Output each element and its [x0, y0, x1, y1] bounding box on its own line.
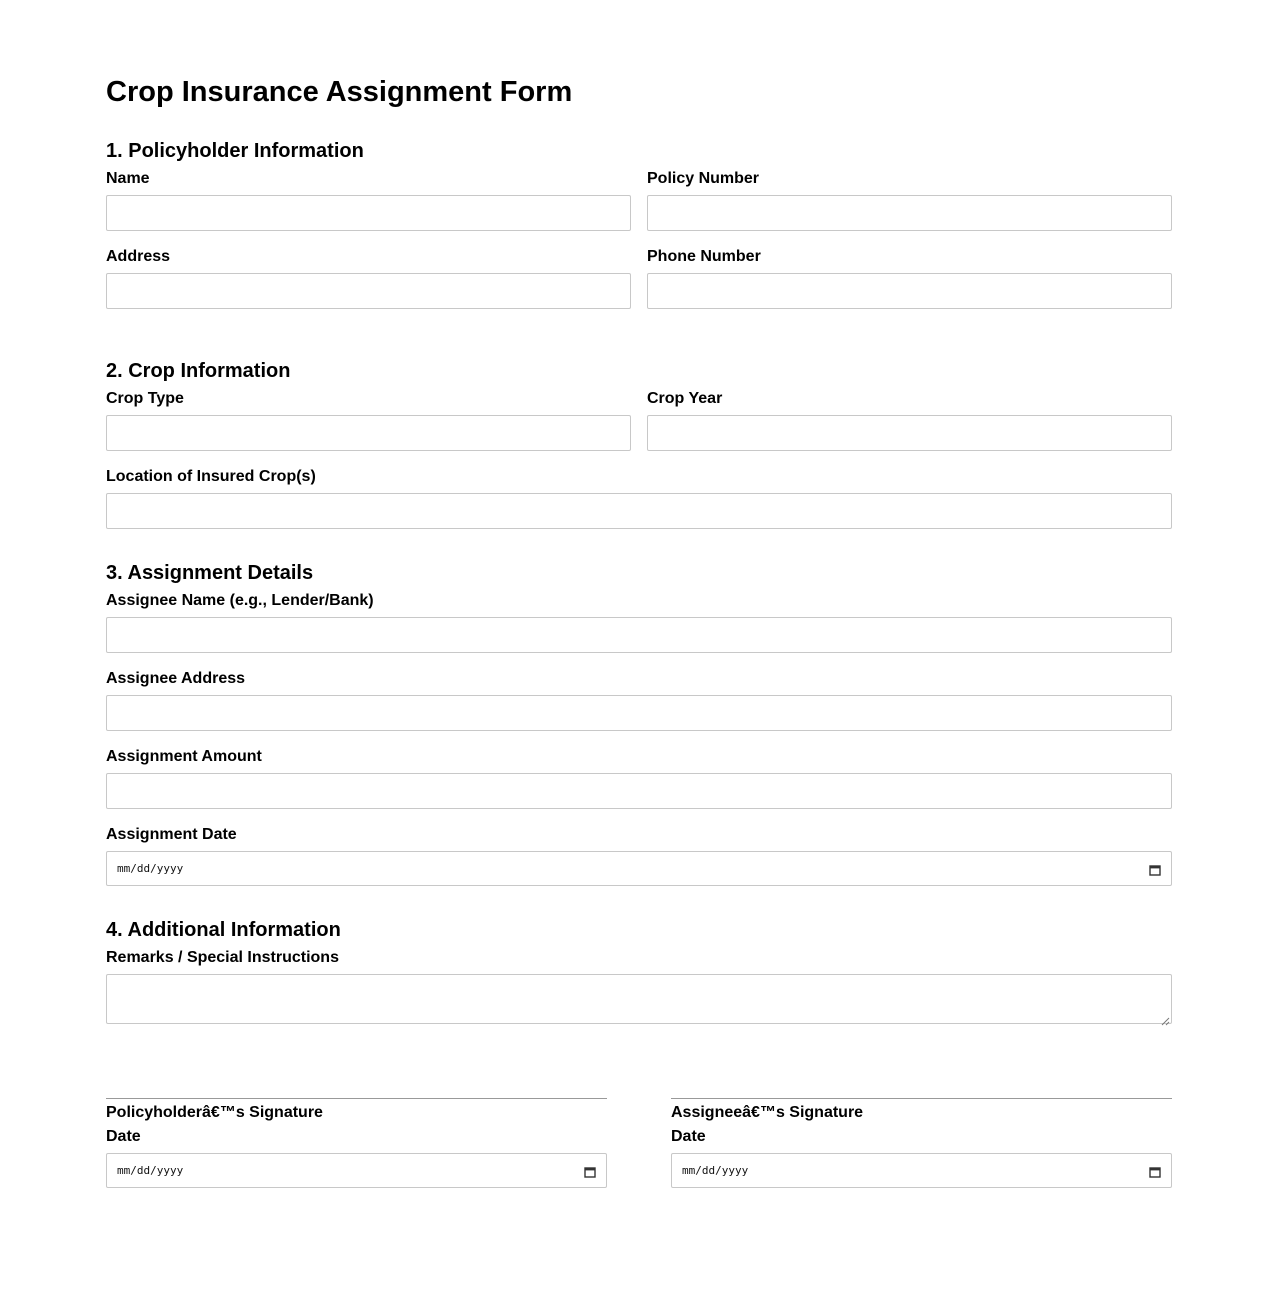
assignee-signature-label: Assigneeâ€™s Signature	[671, 1104, 864, 1121]
signature-section	[106, 1098, 1172, 1188]
assignee-name-input[interactable]	[106, 617, 1172, 653]
section-heading-additional: 4. Additional Information	[106, 919, 341, 941]
policyholder-date-placeholder: mm/dd/yyyy	[117, 1164, 184, 1177]
policyholder-date-label: Date	[106, 1128, 141, 1145]
crop-year-label: Crop Year	[647, 390, 723, 407]
assignee-signature-line	[671, 1098, 1172, 1099]
calendar-icon[interactable]	[1149, 1165, 1161, 1177]
assignee-date-label: Date	[671, 1128, 706, 1145]
assignment-date-placeholder: mm/dd/yyyy	[117, 862, 184, 875]
page-title: Crop Insurance Assignment Form	[106, 76, 573, 108]
phone-number-input[interactable]	[647, 273, 1172, 309]
section-crop-information	[106, 359, 1172, 529]
section-heading-policyholder: 1. Policyholder Information	[106, 140, 364, 162]
section-assignment-details	[106, 561, 1172, 886]
crop-year-input[interactable]	[647, 415, 1172, 451]
assignee-address-input[interactable]	[106, 695, 1172, 731]
address-input[interactable]	[106, 273, 631, 309]
assignment-date-label: Assignment Date	[106, 826, 237, 843]
section-additional-information	[106, 918, 1172, 1024]
section-heading-crop: 2. Crop Information	[106, 360, 291, 382]
assignment-amount-label: Assignment Amount	[106, 748, 262, 765]
policy-number-input[interactable]	[647, 195, 1172, 231]
remarks-textarea[interactable]	[106, 974, 1172, 1024]
address-label: Address	[106, 248, 171, 265]
policyholder-signature-line	[106, 1098, 607, 1099]
assignee-date-input[interactable]	[671, 1153, 1172, 1188]
policyholder-date-input[interactable]	[106, 1153, 607, 1188]
location-label: Location of Insured Crop(s)	[106, 468, 316, 485]
location-input[interactable]	[106, 493, 1172, 529]
assignee-name-label: Assignee Name (e.g., Lender/Bank)	[106, 592, 374, 609]
crop-type-label: Crop Type	[106, 390, 184, 407]
calendar-icon[interactable]	[584, 1165, 596, 1177]
name-label: Name	[106, 170, 150, 187]
section-policyholder-information	[106, 139, 1172, 309]
policyholder-signature-label: Policyholderâ€™s Signature	[106, 1104, 323, 1121]
policyholder-signature-block	[106, 1098, 607, 1188]
remarks-label: Remarks / Special Instructions	[106, 949, 339, 966]
calendar-icon[interactable]	[1149, 863, 1161, 875]
policy-number-label: Policy Number	[647, 170, 760, 187]
resize-handle-icon[interactable]	[1161, 1013, 1170, 1022]
name-input[interactable]	[106, 195, 631, 231]
assignment-amount-input[interactable]	[106, 773, 1172, 809]
assignee-signature-block	[671, 1098, 1172, 1188]
assignment-date-input[interactable]	[106, 851, 1172, 886]
phone-number-label: Phone Number	[647, 248, 761, 265]
assignee-date-placeholder: mm/dd/yyyy	[682, 1164, 749, 1177]
crop-type-input[interactable]	[106, 415, 631, 451]
assignee-address-label: Assignee Address	[106, 670, 246, 687]
section-heading-assignment: 3. Assignment Details	[106, 562, 314, 584]
